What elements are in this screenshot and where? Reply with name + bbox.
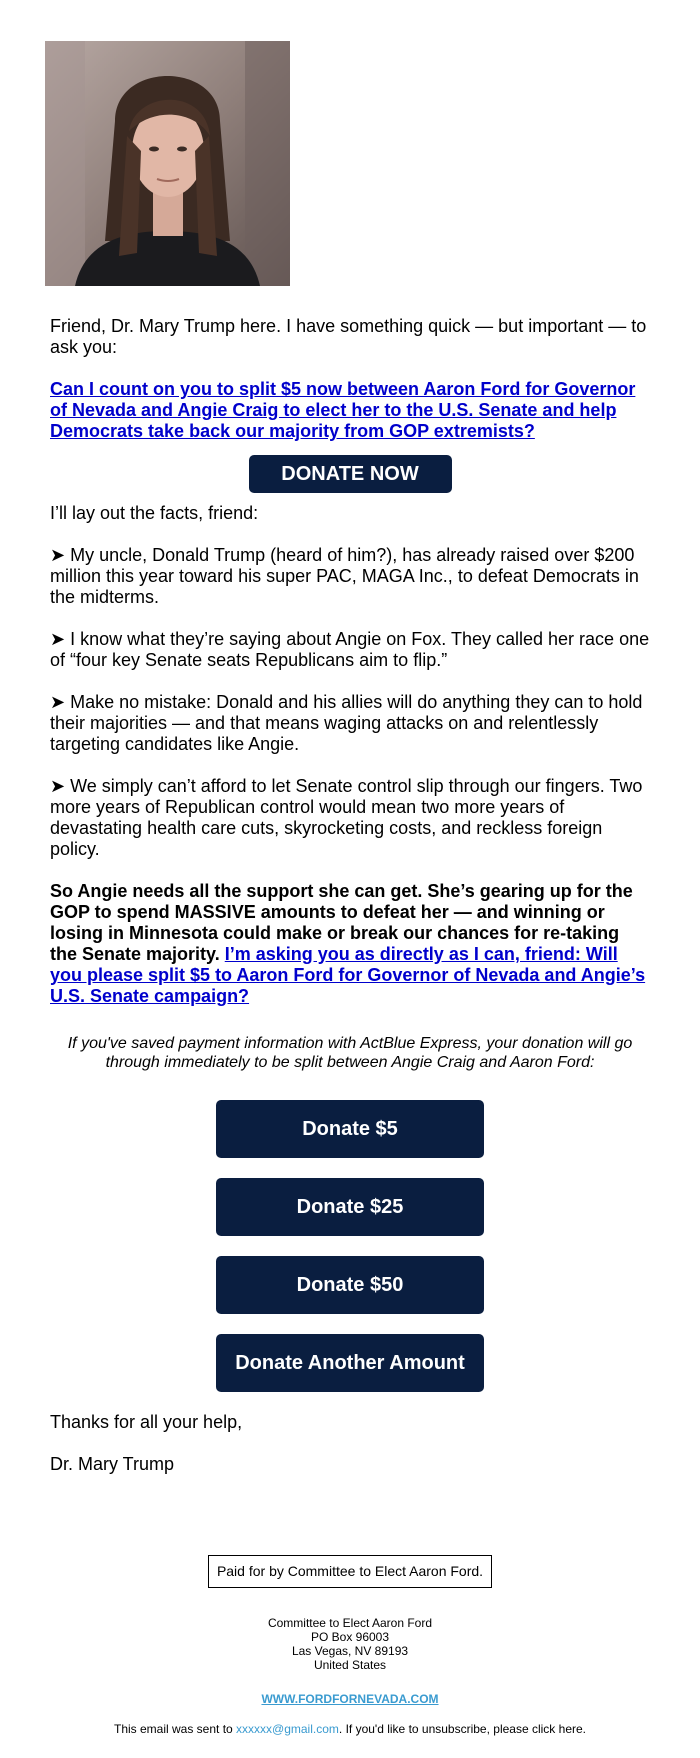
thanks-text: Thanks for all your help, [50,1412,243,1432]
unsubscribe-line [0,1722,700,1736]
donate-other-amount-button[interactable]: Donate Another Amount [216,1334,484,1392]
mailing-address [0,1616,700,1672]
email-body [50,316,650,1496]
express-note: If you've saved payment information with ActBlue Express, your donation will go through immediately to be split between Angie Craig and Aaron Ford: [67,1035,633,1071]
donate-5-button[interactable]: Donate $5 [216,1100,484,1158]
donate-25-button[interactable]: Donate $25 [216,1178,484,1236]
facts-intro: I’ll lay out the facts, friend: [50,503,259,523]
bullet-3: ➤ Make no mistake: Donald and his allies will do anything they can to hold their majorities — and that means waging attacks on and relentlessly targeting candidates like Angie. [50,692,643,754]
paid-for-disclaimer: Paid for by Committee to Elect Aaron Ford. [208,1555,492,1588]
donate-now-wrap [50,455,650,493]
bullet-2: ➤ I know what they’re saying about Angie on Fox. They called her race one of “four key Senate seats Republicans aim to flip.” [50,629,650,670]
website-link[interactable]: WWW.FORDFORNEVADA.COM [261,1692,439,1706]
bullet-4: ➤ We simply can’t afford to let Senate control slip through our fingers. Two more years of Republican control would mean two more years of devastating health care cuts, skyrocketing costs, and reckless foreign policy. [50,776,643,859]
address-line: Committee to Elect Aaron Ford [267,1616,433,1630]
bold-appeal-text: So Angie needs all the support she can get. She’s gearing up for the GOP to spend MASSIVE amounts to defeat her — and winning or losing in Minnesota could make or break our chances for re-taking the Senate majority. [50,881,633,964]
bullet-1: ➤ My uncle, Donald Trump (heard of him?), has already raised over $200 million this year toward his super PAC, MAGA Inc., to defeat Democrats in the midterms. [50,545,639,607]
signature: Dr. Mary Trump [50,1454,175,1474]
ask-link[interactable]: Can I count on you to split $5 now between Aaron Ford for Governor of Nevada and Angie Craig to elect her to the U.S. Senate and help Democrats take back our majority from GOP extremists? [50,379,636,441]
donate-now-button[interactable]: DONATE NOW [249,455,452,493]
ask-paragraph [50,379,650,442]
sent-prefix: This email was sent to [113,1722,237,1736]
donate-50-button[interactable]: Donate $50 [216,1256,484,1314]
address-line: United States [313,1658,387,1672]
bold-appeal-link[interactable]: I’m asking you as directly as I can, friend: Will you please split $5 to Aaron Ford for Governor of Nevada and Angie’s U.S. Senate campaign? [50,944,646,1006]
header-photo [45,41,290,286]
bold-appeal-paragraph [50,881,650,1007]
intro-text: Friend, Dr. Mary Trump here. I have something quick — but important — to ask you: [50,316,647,357]
donate-button-stack [50,1100,650,1392]
address-line: Las Vegas, NV 89193 [291,1644,409,1658]
recipient-email-link[interactable]: xxxxxx@gmail.com [236,1722,339,1736]
portrait-image [45,41,290,286]
address-line: PO Box 96003 [310,1630,390,1644]
unsubscribe-link[interactable]: . If you'd like to unsubscribe, please click here. [338,1722,586,1736]
footer [0,1555,700,1736]
